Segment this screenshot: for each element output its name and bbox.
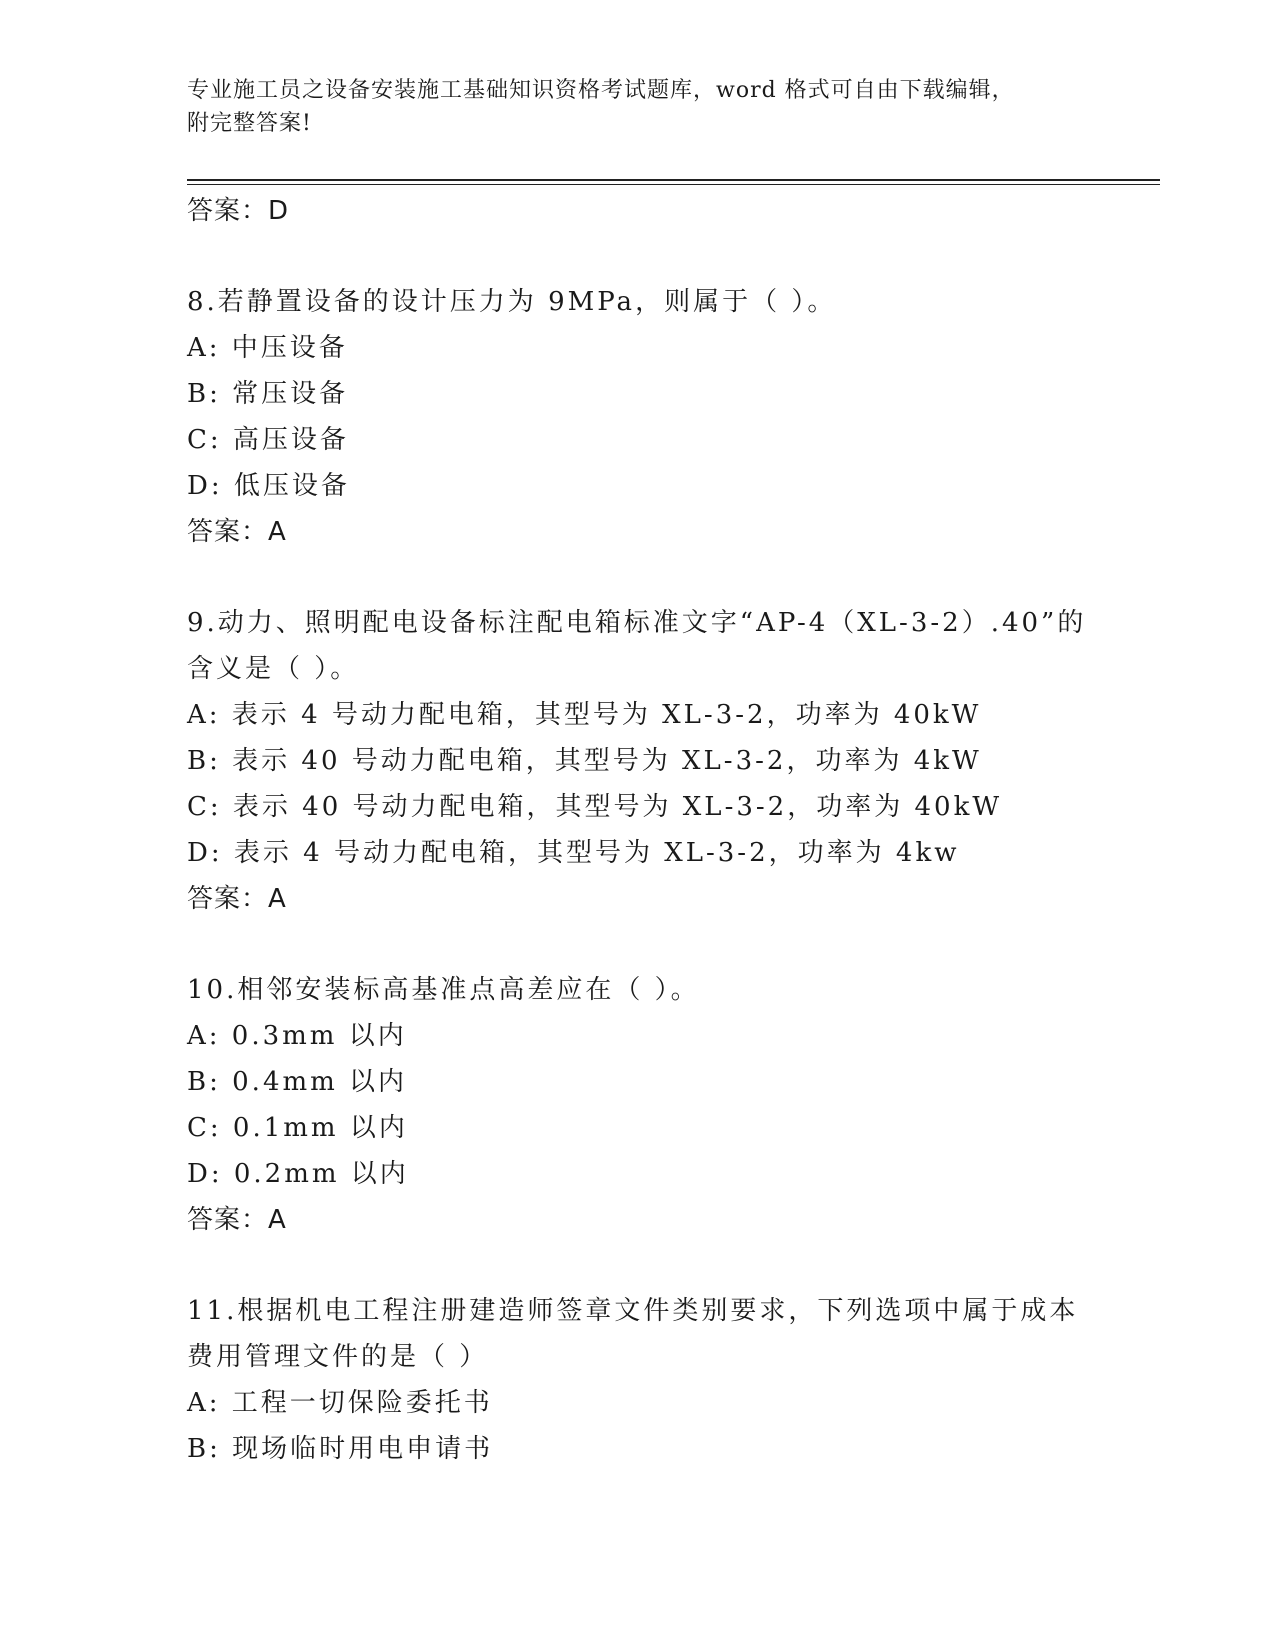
option-a: A: 工程一切保险委托书 [187, 1388, 493, 1418]
option-b: B: 常压设备 [187, 379, 349, 409]
option-c: C: 表示 40 号动力配电箱，其型号为 XL-3-2，功率为 40kW [187, 792, 1003, 822]
header-divider-thick [187, 179, 1160, 181]
option-d: D: 表示 4 号动力配电箱，其型号为 XL-3-2，功率为 4kw [187, 838, 960, 868]
question-stem-line-1: 11.根据机电工程注册建造师签章文件类别要求，下列选项中属于成本 [187, 1296, 1079, 1326]
option-a: A: 中压设备 [187, 333, 348, 363]
option-a: A: 表示 4 号动力配电箱，其型号为 XL-3-2，功率为 40kW [187, 700, 982, 730]
question-stem: 8.若静置设备的设计压力为 9MPa，则属于（ ）。 [187, 287, 837, 317]
question-list [187, 188, 1087, 1472]
option-d: D: 低压设备 [187, 471, 350, 501]
document-header [187, 74, 1087, 140]
option-c: C: 高压设备 [187, 425, 349, 455]
question-stem-line-2: 费用管理文件的是（ ） [187, 1342, 489, 1372]
question-10 [187, 967, 1087, 1243]
question-answer: 答案：A [187, 884, 287, 914]
question-stem-line-2: 含义是（ ）。 [187, 654, 360, 684]
option-b: B: 0.4mm 以内 [187, 1067, 408, 1097]
question-stem-line-1: 9.动力、照明配电设备标注配电箱标准文字“AP-4（XL-3-2）.40”的 [187, 608, 1087, 638]
question-11 [187, 1288, 1087, 1472]
question-answer: 答案：A [187, 517, 287, 547]
option-b: B: 现场临时用电申请书 [187, 1434, 494, 1464]
header-divider-thin [187, 184, 1160, 185]
header-line-1: 专业施工员之设备安装施工基础知识资格考试题库，word 格式可自由下载编辑， [187, 78, 1015, 103]
previous-answer: 答案：D [187, 196, 290, 226]
question-stem: 10.相邻安装标高基准点高差应在（ ）。 [187, 975, 700, 1005]
option-d: D: 0.2mm 以内 [187, 1159, 409, 1189]
question-8 [187, 279, 1087, 555]
option-c: C: 0.1mm 以内 [187, 1113, 408, 1143]
header-line-2: 附完整答案! [187, 111, 312, 136]
question-answer: 答案：A [187, 1205, 287, 1235]
option-b: B: 表示 40 号动力配电箱，其型号为 XL-3-2，功率为 4kW [187, 746, 982, 776]
option-a: A: 0.3mm 以内 [187, 1021, 407, 1051]
question-9 [187, 600, 1087, 922]
